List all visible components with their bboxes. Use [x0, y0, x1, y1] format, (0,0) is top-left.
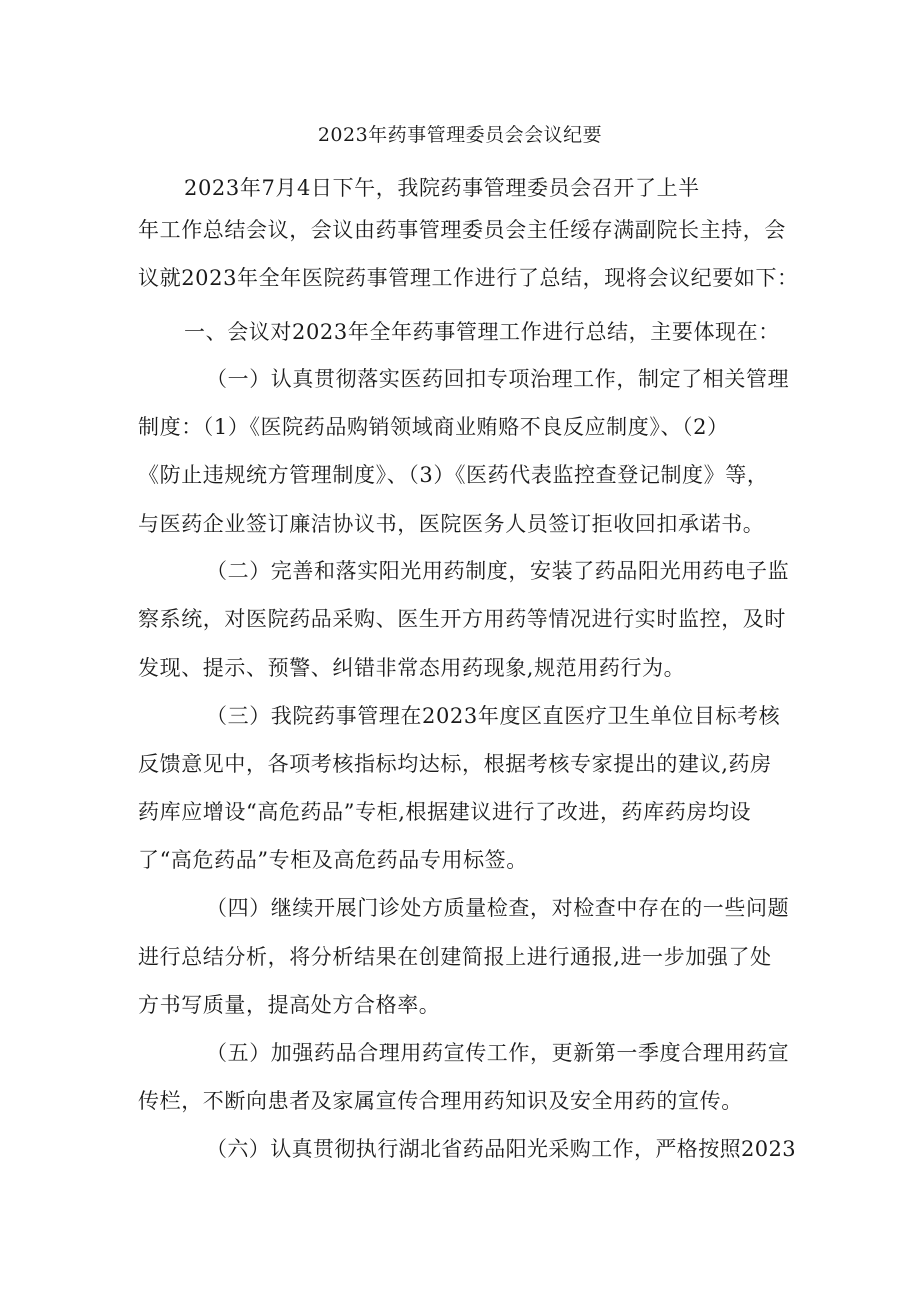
paragraph-line: 反馈意见中，各项考核指标均达标，根据考核专家提出的建议,药房: [138, 752, 772, 776]
paragraph-line: 发现、提示、预警、纠错非常态用药现象,规范用药行为。: [138, 656, 686, 680]
paragraph-line: （四）继续开展门诊处方质量检查，对检查中存在的一些问题: [206, 896, 790, 920]
paragraph-line: 《防止违规统方管理制度》、（3）《医药代表监控查登记制度》等，: [138, 463, 769, 487]
paragraph-line: 传栏，不断向患者及家属宣传合理用药知识及安全用药的宣传。: [138, 1089, 743, 1113]
paragraph-line: 年工作总结会议，会议由药事管理委员会主任绥存满副院长主持，会: [138, 218, 786, 242]
paragraph-line: （一）认真贯彻落实医药回扣专项治理工作，制定了相关管理: [206, 367, 790, 391]
paragraph-line: 进行总结分析，将分析结果在创建简报上进行通报,进一步加强了处: [138, 945, 772, 969]
paragraph-line: （六）认真贯彻执行湖北省药品阳光采购工作，严格按照2023: [206, 1137, 797, 1161]
section-heading: 一、会议对2023年全年药事管理工作进行总结，主要体现在：: [184, 320, 780, 344]
document-title: 2023年药事管理委员会会议纪要: [317, 124, 603, 146]
paragraph-line: （五）加强药品合理用药宣传工作，更新第一季度合理用药宣: [206, 1041, 790, 1065]
paragraph-line: 议就2023年全年医院药事管理工作进行了总结，现将会议纪要如下：: [138, 266, 799, 290]
paragraph-line: 察系统，对医院药品采购、医生开方用药等情况进行实时监控，及时: [138, 607, 786, 631]
paragraph-line: 药库应增设“高危药品”专柜,根据建议进行了改进，药库药房均设: [138, 800, 752, 824]
paragraph-line: 方书写质量，提高处方合格率。: [138, 993, 441, 1017]
paragraph-line: 2023年7月4日下午，我院药事管理委员会召开了上半: [184, 176, 700, 200]
paragraph-line: 了“高危药品”专柜及高危药品专用标签。: [138, 848, 528, 872]
paragraph-line: 制度：（1）《医院药品购销领域商业贿赂不良反应制度》、（2）: [138, 415, 729, 439]
paragraph-line: （三）我院药事管理在2023年度区直医疗卫生单位目标考核: [206, 704, 781, 728]
paragraph-line: 与医药企业签订廉洁协议书，医院医务人员签订拒收回扣承诺书。: [138, 512, 765, 536]
paragraph-line: （二）完善和落实阳光用药制度，安装了药品阳光用药电子监: [206, 559, 790, 583]
